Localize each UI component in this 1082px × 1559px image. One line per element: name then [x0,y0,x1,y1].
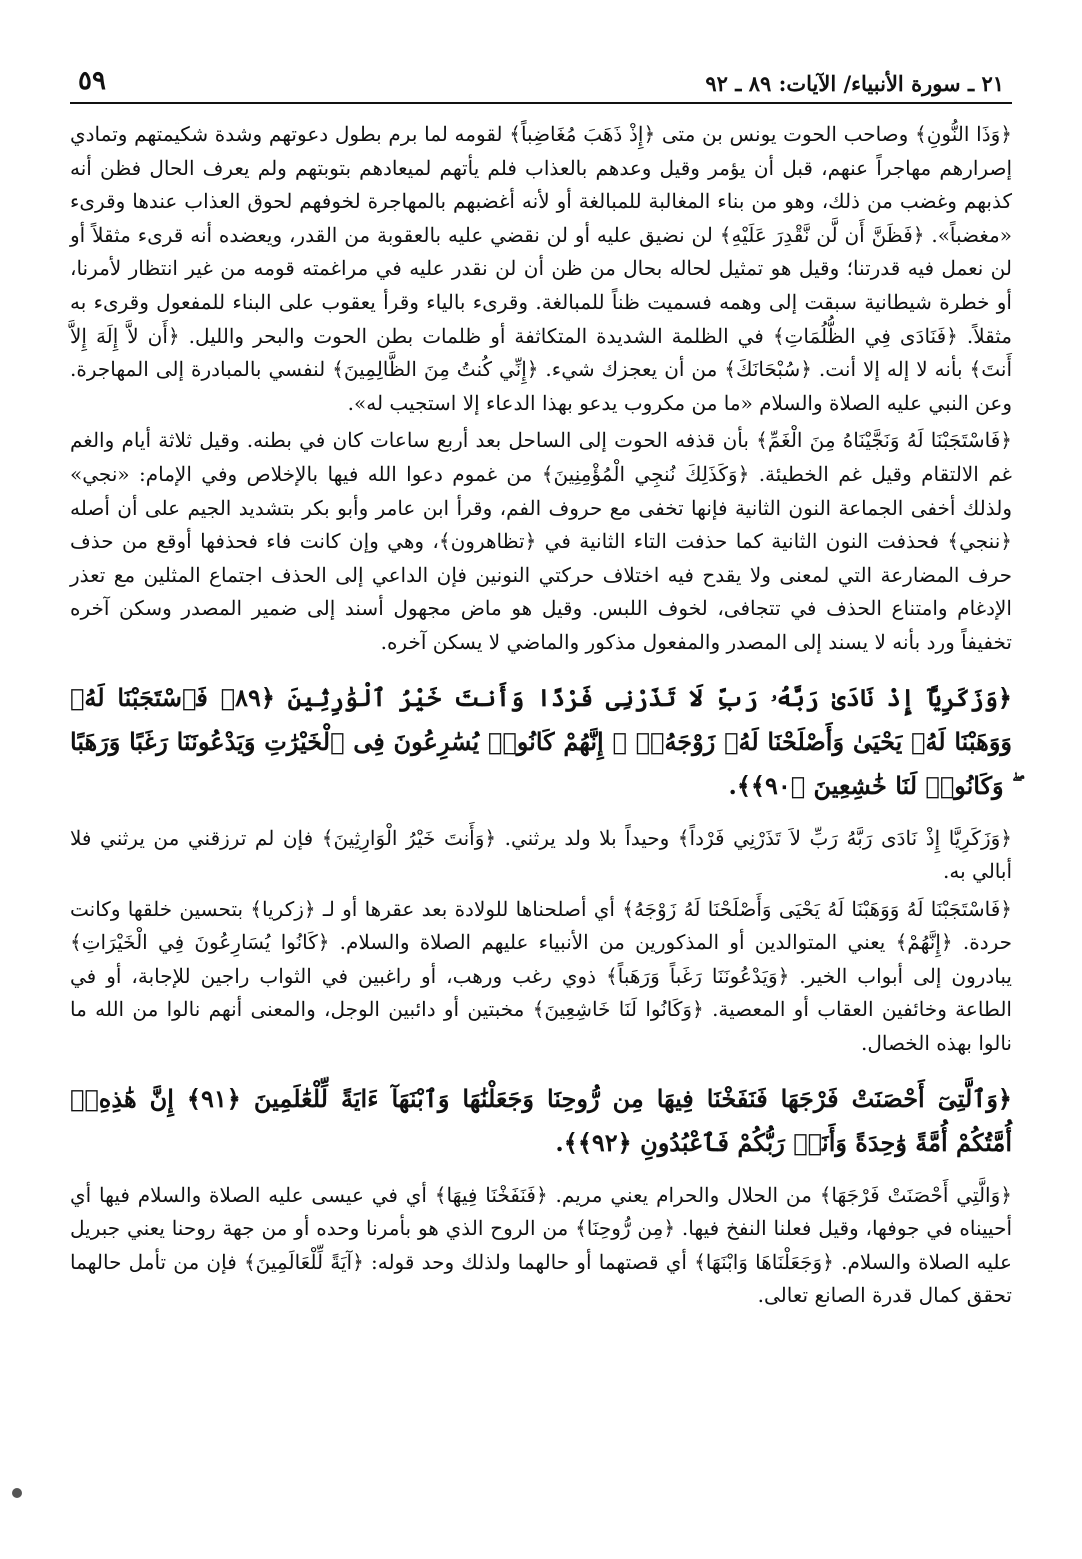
commentary-paragraph: ﴿فَاسْتَجَبْنَا لَهُ وَنَجَّيْنَاهُ مِنَ الْغَمِّ﴾ بأن قذفه الحوت إلى الساحل بعد أربع ساعات كان في بطنه. وقيل ثلاثة أيام والغم غم الالتقام وقيل غم الخطيئة. ﴿وَكَذَلِكَ نُنجِي الْمُؤْمِنِينَ﴾ من غموم دعوا الله فيها بالإخلاص وفي الإمام: «نجي» ولذلك أخفى الجماعة النون الثانية فإنها تخفى مع حروف الفم، وقرأ ابن عامر وأبو بكر بتشديد الجيم على أن أصله ﴿ننجي﴾ فحذفت النون الثانية كما حذفت التاء الثانية في ﴿تظاهرون﴾، وهي وإن كانت فاء فحذفها أوقع من حذف حرف المضارعة التي لمعنى ولا يقدح فيه اختلاف حركتي النونين فإن الداعي إلى الحذف اجتماع المثلين مع تعذر الإدغام وامتناع الحذف في تتجافى، لخوف اللبس. وقيل هو ماض مجهول أسند إلى ضمير المصدر وسكن آخره تخفيفاً ورد بأنه لا يسند إلى المصدر والمفعول مذكور والماضي لا يسكن آخره. [70,428,1013,654]
running-header [70,58,1012,104]
commentary-paragraph: ﴿وَالَّتِي أَحْصَنَتْ فَرْجَهَا﴾ من الحلال والحرام يعني مريم. ﴿فَنَفَخْنَا فِيهَا﴾ أي في عيسى عليه الصلاة والسلام فيها أي أحييناه في جوفها، وقيل فعلنا النفخ فيها. ﴿مِن رُّوحِنَا﴾ من الروح الذي هو بأمرنا وحده أو من جهة روحنا يعني جبريل عليه الصلاة والسلام. ﴿وَجَعَلْنَاهَا وَابْنَهَا﴾ أي قصتهما أو حالهما ولذلك وحد قوله: ﴿آيَةً لِّلْعَالَمِينَ﴾ فإن من تأمل حالهما تحقق كمال قدرة الصانع تعالى. [70,1182,1012,1308]
page-number: ٥٩ [78,66,106,96]
commentary-paragraph: ﴿وَذَا النُّونِ﴾ وصاحب الحوت يونس بن متى ﴿إِذْ ذَهَبَ مُغَاضِباً﴾ لقومه لما برم بطول دعوتهم وشدة شكيمتهم وتمادي إصرارهم مهاجراً عنهم، قبل أن يؤمر وقيل وعدهم بالعذاب فلم يأتهم لميعادهم بتوبتهم ولم يعرف الحال فظن أنه كذبهم وغضب من ذلك، وهو من بناء المغالبة للمبالغة أو لأنه أغضبهم بالمهاجرة لخوفهم لحوق العذاب عندها وقرىء «مغضباً». ﴿فَظَنَّ أَن لَّن نَّقْدِرَ عَلَيْهِ﴾ لن نضيق عليه أو لن نقضي عليه بالعقوبة من القدر، ويعضده أنه قرىء مثقلاً أو لن نعمل فيه قدرتنا؛ وقيل هو تمثيل لحاله بحال من ظن أن لن نقدر عليه في مراغمته قومه من غير انتظار لأمرنا، أو خطرة شيطانية سبقت إلى وهمه فسميت ظناً للمبالغة. وقرىء بالياء وقرأ يعقوب على البناء للمفعول وقرىء به مثقلاً. ﴿فَنَادَى فِي الظُّلُمَاتِ﴾ في الظلمة الشديدة المتكاثفة أو ظلمات بطن الحوت والبحر والليل. ﴿أَن لاَّ إِلَهَ إِلاَّ أَنتَ﴾ بأنه لا إله إلا أنت. ﴿سُبْحَانَكَ﴾ من أن يعجزك شيء. ﴿إِنِّي كُنتُ مِنَ الظَّالِمِينَ﴾ لنفسي بالمبادرة إلى المهاجرة. وعن النبي عليه الصلاة والسلام «ما من مكروب يدعو بهذا الدعاء إلا استجيب له». [70,122,1012,415]
quran-verse-block: ﴿وَزَكَرِيَّآ إِذْ نَادَىٰ رَبَّهُۥ رَبِّ لَا تَذَرْنِى فَرْدًا وَأَنتَ خَيْرُ ٱلْوَٰرِثِينَ ﴿٨٩﴾ فَٱسْتَجَبْنَا لَهُۥ وَوَهَبْنَا لَهُۥ يَحْيَىٰ وَأَصْلَحْنَا لَهُۥ زَوْجَهُۥٓ ۚ إِنَّهُمْ كَانُوا۟ يُسَٰرِعُونَ فِى ٱلْخَيْرَٰتِ وَيَدْعُونَنَا رَغَبًا وَرَهَبًا ۖ وَكَانُوا۟ لَنَا خَٰشِعِينَ ﴿٩٠﴾﴾. [70,682,1012,800]
margin-dot-mark [12,1488,22,1498]
commentary-paragraph: ﴿وَزَكَرِيَّا إِذْ نَادَى رَبَّهُ رَبِّ لاَ تَذَرْنِي فَرْداً﴾ وحيداً بلا ولد يرثني. ﴿وَأَنتَ خَيْرُ الْوَارِثِينَ﴾ فإن لم ترزقني من يرثني فلا أبالي به. [70,825,1012,884]
running-title: ٢١ ـ سورة الأنبياء/ الآيات: ٨٩ ـ ٩٢ [705,71,1004,96]
quran-verse-block: ﴿وَٱلَّتِىٓ أَحْصَنَتْ فَرْجَهَا فَنَفَخْنَا فِيهَا مِن رُّوحِنَا وَجَعَلْنَٰهَا وَٱبْنَهَآ ءَايَةً لِّلْعَٰلَمِينَ ﴿٩١﴾ إِنَّ هَٰذِهِۦٓ أُمَّتُكُمْ أُمَّةً وَٰحِدَةً وَأَنَا۠ رَبُّكُمْ فَٱعْبُدُونِ ﴿٩٢﴾﴾. [70,1083,1012,1157]
page [70,58,1012,1313]
commentary-paragraph: ﴿فَاسْتَجَبْنَا لَهُ وَوَهَبْنَا لَهُ يَحْيَى وَأَصْلَحْنَا لَهُ زَوْجَهُ﴾ أي أصلحناها للولادة بعد عقرها أو لـ ﴿زكريا﴾ بتحسين خلقها وكانت حردة. ﴿إِنَّهُمْ﴾ يعني المتوالدين أو المذكورين من الأنبياء عليهم الصلاة والسلام. ﴿كَانُوا يُسَارِعُونَ فِي الْخَيْرَاتِ﴾ يبادرون إلى أبواب الخير. ﴿وَيَدْعُونَنَا رَغَباً وَرَهَباً﴾ ذوي رغب ورهب، أو راغبين في الثواب راجين للإجابة، أو في الطاعة وخائفين العقاب أو المعصية. ﴿وَكَانُوا لَنَا خَاشِعِينَ﴾ مخبتين أو دائبين الوجل، والمعنى أنهم نالوا من الله ما نالوا بهذه الخصال. [70,896,1013,1056]
page-body [70,118,1012,1313]
